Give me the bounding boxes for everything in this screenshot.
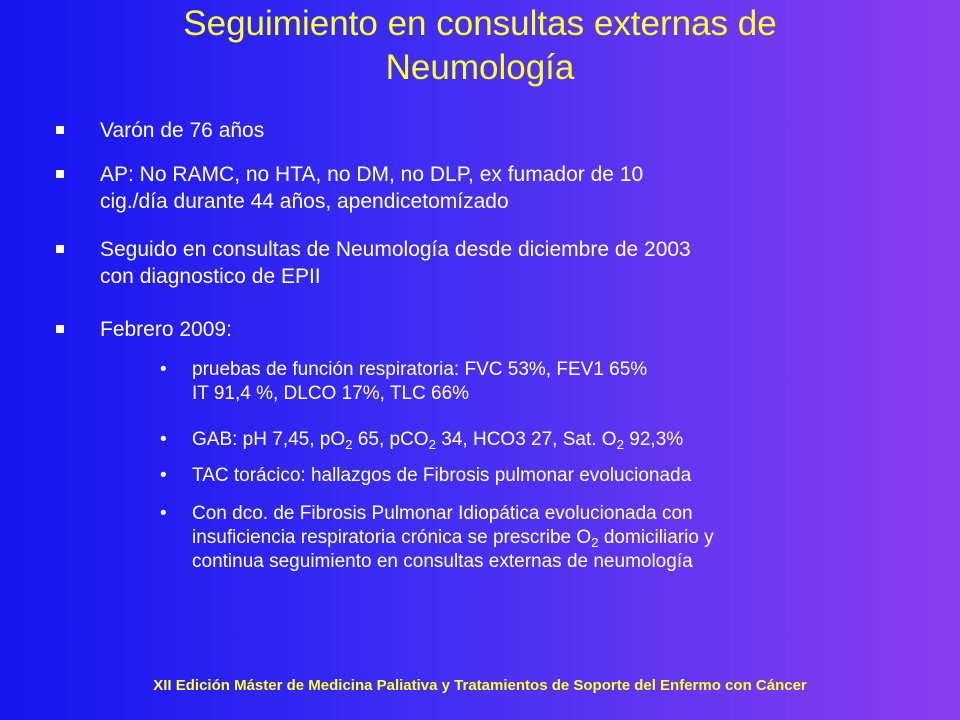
slide-footer: XII Edición Máster de Medicina Paliativa y Tratamientos de Soporte del Enfermo con Cáncer [153, 677, 807, 694]
bullet-text: Febrero 2009: [100, 318, 232, 341]
subscript: 2 [591, 535, 599, 550]
gab-text-part: 65, pCO [352, 429, 429, 450]
subscript: 2 [616, 437, 624, 452]
round-bullet-icon: • [160, 465, 167, 486]
square-bullet-icon [56, 245, 64, 253]
sub-bullet-text [192, 358, 952, 406]
gab-text-part: 34, HCO3 27, Sat. O [436, 429, 617, 450]
slide-title [60, 2, 900, 90]
subscript: 2 [345, 437, 353, 452]
square-bullet-icon [56, 170, 64, 178]
square-bullet-icon [56, 126, 64, 134]
gab-text-part: GAB: pH 7,45, pO [192, 429, 346, 450]
sub-bullet-line [192, 526, 952, 550]
bullet-text-line: Seguido en consultas de Neumología desde diciembre de 2003 [100, 238, 691, 261]
sub-bullet-line: IT 91,4 %, DLCO 17%, TLC 66% [192, 383, 470, 404]
bullet-text: Varón de 76 años [100, 119, 265, 142]
sub-bullet-line: continua seguimiento en consultas externas de neumología [192, 551, 693, 572]
bullet-text [100, 236, 940, 290]
sub-bullet-text [192, 428, 952, 452]
title-line-2: Neumología [385, 48, 575, 87]
subscript: 2 [428, 437, 436, 452]
bullet-text-line: AP: No RAMC, no HTA, no DM, no DLP, ex fumador de 10 [100, 163, 644, 186]
bullet-text-line: con diagnostico de EPII [100, 265, 321, 288]
bullet-text-line: cig./día durante 44 años, apendicetomízado [100, 190, 509, 213]
diagnosis-text-part: insuficiencia respiratoria crónica se prescribe O [192, 527, 592, 548]
diagnosis-text-part: domiciliario y [598, 527, 714, 548]
bullet-text [100, 161, 940, 215]
gab-text-part: 92,3% [624, 429, 684, 450]
sub-bullet-text [192, 502, 952, 574]
title-line-1: Seguimiento en consultas externas de [183, 4, 777, 43]
round-bullet-icon: • [160, 503, 167, 524]
round-bullet-icon: • [160, 429, 167, 450]
sub-bullet-line: Con dco. de Fibrosis Pulmonar Idiopática evolucionada con [192, 503, 693, 524]
square-bullet-icon [56, 325, 64, 333]
sub-bullet-text: TAC torácico: hallazgos de Fibrosis pulmonar evolucionada [192, 465, 692, 486]
round-bullet-icon: • [160, 359, 167, 380]
sub-bullet-line: pruebas de función respiratoria: FVC 53%, FEV1 65% [192, 359, 648, 380]
